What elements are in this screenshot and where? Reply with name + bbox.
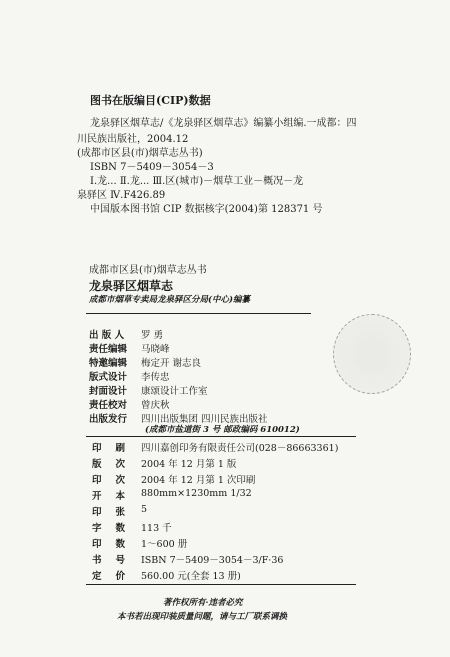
spec-value: 2004 年 12 月第 1 版 (141, 459, 237, 470)
spec-label: 版次 (92, 459, 140, 470)
credit-label: 责任编辑 (89, 344, 128, 355)
spec-label: 书号 (92, 555, 140, 566)
credit-value: 康颂设计工作室 (141, 386, 208, 397)
spec-label: 定价 (92, 571, 140, 582)
book-title: 龙泉驿区烟草志 (89, 279, 174, 293)
spec-label: 印刷 (92, 443, 140, 454)
cip-line-4: ISBN 7－5409－3054－3 (90, 162, 214, 173)
divider-bottom (86, 584, 356, 585)
credit-label: 特邀编辑 (89, 358, 128, 369)
copyright-notice: 著作权所有·违者必究 (163, 598, 243, 608)
spec-value: 560.00 元(全套 13 册) (141, 571, 241, 582)
credit-label: 出 版 人 (89, 330, 125, 341)
spec-label: 印次 (92, 475, 140, 486)
credit-value: 罗 勇 (141, 330, 164, 341)
spec-value: 880mm×1230mm 1/32 (141, 488, 252, 499)
credit-label: 版式设计 (89, 372, 128, 383)
spec-label: 印数 (92, 539, 140, 550)
spec-value: 5 (141, 504, 148, 515)
credit-value: 曾庆秋 (141, 400, 170, 411)
spec-value: 2004 年 12 月第 1 次印刷 (141, 475, 256, 486)
spec-label: 印张 (92, 507, 140, 518)
divider-top (86, 313, 311, 314)
spec-value: 1～600 册 (141, 539, 188, 550)
spec-value: ISBN 7－5409－3054－3/F·36 (141, 555, 284, 566)
cip-line-7: 中国版本图书馆 CIP 数据核字(2004)第 128371 号 (90, 204, 323, 215)
credit-value: 李传忠 (141, 372, 170, 383)
series-name: 成都市区县(市)烟草志丛书 (89, 265, 207, 276)
spec-label: 字数 (92, 523, 140, 534)
cip-line-2: 川民族出版社，2004.12 (77, 134, 189, 145)
credit-value: 马晓峰 (141, 344, 170, 355)
library-stamp (333, 314, 411, 394)
defect-notice: 本书若出现印装质量问题，请与工厂联系调换 (117, 612, 288, 622)
divider-middle (86, 436, 356, 437)
cip-line-5: Ⅰ.龙... Ⅱ.龙... Ⅲ.区(城市)－烟草工业－概况－龙 (90, 176, 304, 187)
cip-line-3: (成都市区县(市)烟草志丛书) (77, 148, 203, 159)
credit-label: 封面设计 (89, 386, 128, 397)
cip-heading: 图书在版编目(CIP)数据 (90, 94, 211, 107)
cip-line-6: 泉驿区 Ⅳ.F426.89 (77, 190, 166, 201)
credit-value: 梅定开 谢志良 (141, 358, 202, 369)
cip-line-1: 龙泉驿区烟草志/《龙泉驿区烟草志》编纂小组编.一成都：四 (90, 118, 357, 129)
spec-label: 开本 (92, 491, 140, 502)
publisher-address: (成都市盐道街 3 号 邮政编码 610012) (145, 425, 300, 435)
spec-value: 四川嘉创印务有限责任公司(028－86663361) (141, 443, 339, 454)
credit-label: 责任校对 (89, 400, 128, 411)
compiler-line: 成都市烟草专卖局龙泉驿区分局(中心)编纂 (89, 295, 251, 305)
spec-value: 113 千 (141, 523, 172, 534)
credit-value: 四川出版集团 四川民族出版社 (141, 414, 268, 425)
credit-label: 出版发行 (89, 414, 128, 425)
